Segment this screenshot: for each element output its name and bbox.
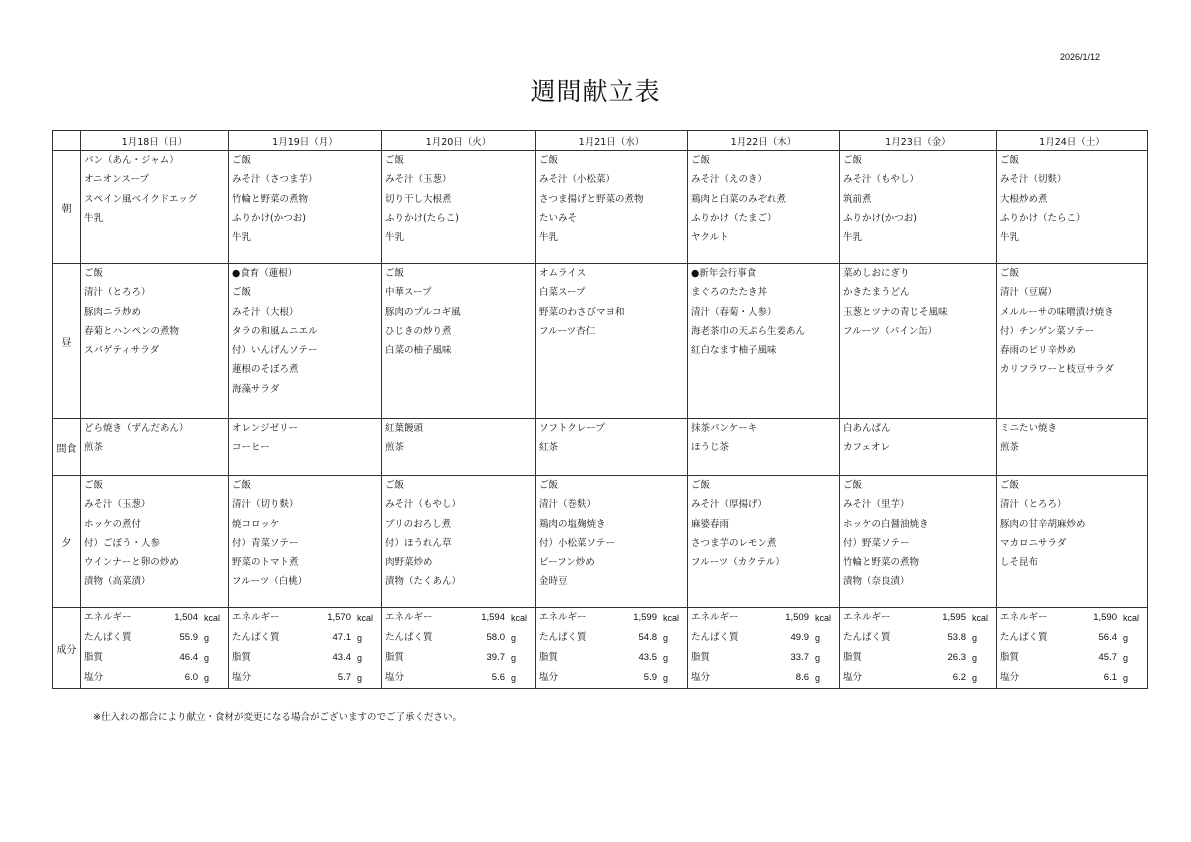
menu-item: 白菜の柚子風味: [385, 345, 452, 357]
menu-item: カリフラワーと枝豆サラダ: [1000, 364, 1114, 376]
lunch-cell: [997, 264, 1148, 419]
nutrition-salt-unit: g: [204, 673, 210, 683]
menu-item: ふりかけ（たらこ）: [1000, 212, 1086, 224]
menu-item: みそ汁（大根）: [232, 306, 299, 318]
dinner-cell: [688, 476, 840, 608]
menu-item: マカロニサラダ: [1000, 537, 1067, 549]
nutrition-protein-value: 56.4: [1098, 632, 1117, 643]
menu-item: 付）ごぼう・人参: [84, 537, 161, 549]
menu-item: フルーツ（カクテル）: [691, 557, 785, 569]
nutrition-fat-value: 43.5: [638, 652, 657, 663]
breakfast-cell: [997, 151, 1148, 264]
menu-item: ご飯: [84, 480, 104, 491]
menu-item: フルーツ（パイン缶）: [843, 325, 938, 337]
nutrition-fat-label: 脂質: [539, 652, 559, 663]
nutrition-protein-value: 55.9: [179, 632, 198, 643]
nutrition-protein-value: 49.9: [790, 632, 809, 643]
nutrition-protein-unit: g: [204, 633, 210, 643]
menu-item: みそ汁（里芋）: [843, 499, 910, 511]
menu-item: 牛乳: [539, 232, 559, 244]
nutrition-protein: [688, 628, 839, 648]
nutrition-salt-value: 6.2: [952, 672, 966, 683]
menu-item: 春菊とハンペンの煮物: [84, 325, 180, 337]
nutrition-row: [53, 608, 1148, 689]
nutrition-fat: [536, 648, 687, 668]
menu-item: ブリのおろし煮: [385, 518, 452, 530]
day-header: 1月23日（金）: [840, 131, 997, 151]
nutrition-energy-value: 1,594: [481, 612, 505, 623]
nutrition-fat-unit: g: [972, 653, 978, 663]
snack-cell: [688, 419, 840, 476]
menu-item: まぐろのたたき丼: [691, 287, 768, 299]
menu-item: 牛乳: [1000, 232, 1020, 244]
nutrition-protein-label: たんぱく質: [539, 632, 587, 643]
nutrition-salt-unit: g: [663, 673, 669, 683]
nutrition-energy-unit: kcal: [511, 613, 528, 623]
menu-item: フルーツ（白桃）: [232, 576, 308, 588]
row-label-dinner: 夕: [53, 476, 81, 608]
menu-item: オムライス: [539, 268, 587, 279]
menu-item: どら焼き（ずんだあん）: [84, 423, 189, 434]
menu-item: 清汁（切り麩）: [232, 499, 299, 511]
menu-item: ビーフン炒め: [539, 557, 595, 569]
nutrition-salt-unit: g: [511, 673, 517, 683]
nutrition-energy-label: エネルギー: [385, 612, 433, 623]
menu-item: 漬物（高菜漬）: [84, 576, 151, 588]
menu-item: 牛乳: [232, 232, 252, 244]
menu-item: ご飯: [691, 480, 711, 491]
menu-item: ご飯: [232, 480, 252, 491]
nutrition-protein: [840, 628, 996, 648]
menu-item: ご飯: [1000, 268, 1020, 279]
menu-item: かきたまうどん: [843, 287, 910, 299]
nutrition-protein-label: たんぱく質: [385, 632, 433, 643]
snack-row: [53, 419, 1148, 476]
menu-item: ホッケの煮付: [84, 518, 142, 530]
dinner-row: [53, 476, 1148, 608]
nutrition-fat-unit: g: [511, 653, 517, 663]
nutrition-energy-unit: kcal: [972, 613, 989, 623]
nutrition-fat-label: 脂質: [1000, 652, 1020, 663]
day-header: 1月20日（火）: [382, 131, 536, 151]
menu-item: みそ汁（小松菜）: [539, 174, 616, 186]
breakfast-cell: [840, 151, 997, 264]
menu-item: スパゲティサラダ: [84, 345, 160, 357]
menu-item: 鶏肉と白菜のみぞれ煮: [691, 193, 787, 205]
nutrition-cell: [382, 608, 536, 689]
nutrition-energy-value: 1,595: [942, 612, 966, 623]
nutrition-protein-unit: g: [511, 633, 517, 643]
nutrition-energy: [688, 608, 839, 628]
nutrition-salt-unit: g: [357, 673, 363, 683]
nutrition-salt-value: 5.9: [643, 672, 657, 683]
nutrition-salt: [997, 668, 1147, 688]
menu-item: 焼コロッケ: [232, 518, 280, 530]
nutrition-fat-label: 脂質: [84, 652, 104, 663]
menu-item: ヤクルト: [691, 232, 729, 244]
breakfast-cell: [536, 151, 688, 264]
menu-item: 付）チンゲン菜ソテー: [1000, 325, 1095, 337]
snack-cell: [997, 419, 1148, 476]
menu-item: みそ汁（厚揚げ）: [691, 499, 768, 511]
nutrition-energy-label: エネルギー: [843, 612, 891, 623]
nutrition-fat-value: 26.3: [947, 652, 966, 663]
nutrition-energy-label: エネルギー: [84, 612, 132, 623]
menu-item: フルーツ杏仁: [539, 325, 596, 337]
nutrition-fat: [229, 648, 381, 668]
menu-item: メルルーサの味噌漬け焼き: [1000, 306, 1114, 318]
breakfast-cell: [688, 151, 840, 264]
menu-item: みそ汁（玉葱）: [385, 174, 452, 186]
nutrition-salt: [382, 668, 535, 688]
nutrition-salt-label: 塩分: [539, 672, 559, 683]
nutrition-salt-value: 5.6: [491, 672, 505, 683]
menu-item: ●食育（蓮根）: [232, 268, 298, 279]
nutrition-protein: [382, 628, 535, 648]
menu-item: 金時豆: [539, 576, 568, 588]
menu-item: カフェオレ: [843, 442, 891, 454]
nutrition-protein: [81, 628, 228, 648]
nutrition-protein-label: たんぱく質: [1000, 632, 1048, 643]
day-header: 1月18日（日）: [81, 131, 229, 151]
menu-item: ●新年会行事食: [691, 268, 757, 279]
nutrition-protein-label: たんぱく質: [84, 632, 132, 643]
menu-item: 煎茶: [385, 442, 405, 454]
menu-item: ホッケの白醤油焼き: [843, 518, 929, 530]
lunch-cell: [688, 264, 840, 419]
menu-item: 春雨のピリ辛炒め: [1000, 345, 1077, 357]
nutrition-cell: [229, 608, 382, 689]
nutrition-salt-value: 8.6: [795, 672, 809, 683]
dinner-cell: [997, 476, 1148, 608]
nutrition-cell: [840, 608, 997, 689]
nutrition-cell: [81, 608, 229, 689]
menu-item: ふりかけ（たまご）: [691, 212, 777, 224]
nutrition-salt: [229, 668, 381, 688]
menu-item: ご飯: [843, 155, 863, 166]
menu-item: ご飯: [385, 268, 405, 279]
nutrition-energy-label: エネルギー: [232, 612, 280, 623]
nutrition-protein-unit: g: [357, 633, 363, 643]
nutrition-protein: [997, 628, 1147, 648]
menu-item: 付）野菜ソテー: [843, 537, 910, 549]
nutrition-fat-value: 45.7: [1098, 652, 1117, 663]
menu-item: 抹茶パンケーキ: [691, 423, 758, 434]
nutrition-salt-unit: g: [972, 673, 978, 683]
lunch-cell: [840, 264, 997, 419]
nutrition-protein-value: 58.0: [486, 632, 505, 643]
menu-item: ご飯: [232, 155, 252, 166]
row-label-breakfast: 朝: [53, 151, 81, 264]
menu-item: コーヒー: [232, 442, 270, 454]
menu-item: 紅葉饅頭: [385, 423, 424, 434]
menu-item: ほうじ茶: [691, 442, 730, 454]
nutrition-salt-value: 5.7: [337, 672, 351, 683]
menu-item: ご飯: [1000, 155, 1020, 166]
nutrition-salt-unit: g: [1123, 673, 1129, 683]
nutrition-protein-unit: g: [972, 633, 978, 643]
row-label-snack: 間食: [53, 419, 81, 476]
menu-item: 肉野菜炒め: [385, 557, 433, 569]
nutrition-salt-label: 塩分: [385, 672, 405, 683]
menu-item: スペイン風ベイクドエッグ: [84, 193, 198, 205]
day-header: 1月24日（土）: [997, 131, 1148, 151]
menu-item: 清汁（豆腐）: [1000, 287, 1058, 299]
nutrition-energy: [81, 608, 228, 628]
menu-item: 野菜のトマト煮: [232, 557, 299, 569]
nutrition-protein-unit: g: [663, 633, 669, 643]
day-header: 1月19日（月）: [229, 131, 382, 151]
menu-item: ウインナーと卵の炒め: [84, 557, 179, 569]
dinner-cell: [229, 476, 382, 608]
menu-item: オレンジゼリー: [232, 423, 299, 434]
menu-item: 清汁（巻麩）: [539, 499, 597, 511]
nutrition-salt: [536, 668, 687, 688]
nutrition-protein-unit: g: [1123, 633, 1129, 643]
menu-item: 海老茶巾の天ぷら生姜あん: [691, 325, 806, 337]
breakfast-cell: [81, 151, 229, 264]
page-title: 週間献立表: [530, 77, 661, 106]
menu-item: タラの和風ムニエル: [232, 325, 318, 337]
nutrition-protein-label: たんぱく質: [232, 632, 280, 643]
nutrition-salt-value: 6.0: [184, 672, 198, 683]
menu-item: ふりかけ(かつお): [843, 212, 917, 224]
nutrition-fat-unit: g: [663, 653, 669, 663]
dinner-cell: [382, 476, 536, 608]
nutrition-fat: [997, 648, 1147, 668]
menu-item: みそ汁（さつま芋）: [232, 174, 318, 186]
nutrition-energy: [229, 608, 381, 628]
nutrition-salt: [81, 668, 228, 688]
day-header: 1月21日（水）: [536, 131, 688, 151]
nutrition-energy-value: 1,570: [327, 612, 351, 623]
menu-item: 玉葱とツナの青じそ風味: [843, 306, 948, 318]
nutrition-fat-unit: g: [815, 653, 821, 663]
nutrition-energy: [382, 608, 535, 628]
menu-item: パン（あん・ジャム）: [84, 155, 179, 166]
menu-item: ご飯: [232, 287, 252, 299]
nutrition-salt-label: 塩分: [843, 672, 863, 683]
menu-item: みそ汁（玉葱）: [84, 499, 151, 511]
nutrition-salt: [688, 668, 839, 688]
nutrition-fat-value: 46.4: [179, 652, 198, 663]
menu-item: 中華スープ: [385, 287, 432, 299]
nutrition-protein-value: 47.1: [332, 632, 351, 643]
menu-item: 白菜スープ: [539, 287, 586, 299]
menu-item: みそ汁（もやし）: [843, 174, 920, 186]
nutrition-energy-unit: kcal: [663, 613, 680, 623]
lunch-cell: [382, 264, 536, 419]
menu-item: 紅茶: [539, 442, 559, 454]
dinner-cell: [81, 476, 229, 608]
nutrition-protein-value: 54.8: [638, 632, 657, 643]
menu-item: 清汁（とろろ）: [1000, 499, 1067, 511]
nutrition-cell: [688, 608, 840, 689]
snack-cell: [382, 419, 536, 476]
menu-item: 漬物（たくあん）: [385, 576, 462, 588]
menu-item: 麻婆春雨: [691, 518, 730, 530]
nutrition-fat-label: 脂質: [232, 652, 252, 663]
row-label-lunch: 昼: [53, 264, 81, 419]
menu-item: 牛乳: [84, 212, 104, 224]
menu-item: しそ昆布: [1000, 557, 1039, 569]
snack-cell: [81, 419, 229, 476]
nutrition-salt: [840, 668, 996, 688]
nutrition-fat: [382, 648, 535, 668]
nutrition-energy-value: 1,504: [174, 612, 198, 623]
nutrition-salt-label: 塩分: [84, 672, 104, 683]
menu-item: みそ汁（えのき）: [691, 174, 768, 186]
nutrition-protein-unit: g: [815, 633, 821, 643]
nutrition-energy-label: エネルギー: [1000, 612, 1048, 623]
breakfast-cell: [229, 151, 382, 264]
nutrition-protein-label: たんぱく質: [843, 632, 891, 643]
nutrition-salt-unit: g: [815, 673, 821, 683]
footer-note: ※仕入れの都合により献立・食材が変更になる場合がございますのでご了承ください。: [93, 712, 462, 723]
menu-item: 紅白なます柚子風味: [691, 345, 777, 357]
lunch-cell: [536, 264, 688, 419]
nutrition-energy-value: 1,599: [633, 612, 657, 623]
nutrition-cell: [536, 608, 688, 689]
nutrition-cell: [997, 608, 1148, 689]
menu-item: 付）青菜ソテー: [232, 537, 299, 549]
nutrition-salt-label: 塩分: [232, 672, 252, 683]
menu-item: 牛乳: [385, 232, 405, 244]
menu-item: 菜めしおにぎり: [843, 268, 910, 279]
menu-item: ひじきの炒り煮: [385, 325, 452, 337]
day-header: 1月22日（木）: [688, 131, 840, 151]
nutrition-energy-label: エネルギー: [691, 612, 739, 623]
nutrition-energy-value: 1,509: [785, 612, 809, 623]
menu-item: 牛乳: [843, 232, 863, 244]
menu-item: ご飯: [539, 480, 559, 491]
menu-item: 豚肉ニラ炒め: [84, 306, 142, 318]
nutrition-salt-label: 塩分: [691, 672, 711, 683]
menu-item: ご飯: [691, 155, 711, 166]
nutrition-energy-unit: kcal: [815, 613, 832, 623]
menu-item: さつま芋のレモン煮: [691, 537, 777, 549]
nutrition-fat-unit: g: [1123, 653, 1129, 663]
breakfast-row: [53, 151, 1148, 264]
nutrition-energy-unit: kcal: [1123, 613, 1140, 623]
menu-item: ご飯: [1000, 480, 1020, 491]
menu-item: ふりかけ(かつお): [232, 212, 306, 224]
menu-item: 煎茶: [1000, 442, 1020, 454]
nutrition-energy: [536, 608, 687, 628]
menu-item: 清汁（とろろ）: [84, 287, 151, 299]
menu-item: ふりかけ(たらこ): [385, 212, 459, 224]
nutrition-protein: [229, 628, 381, 648]
nutrition-fat-unit: g: [357, 653, 363, 663]
menu-item: 豚肉のプルコギ風: [385, 306, 461, 318]
menu-item: ソフトクレープ: [539, 423, 605, 434]
print-date: 2026/1/12: [1059, 52, 1100, 62]
corner-cell: [53, 131, 81, 151]
menu-item: 豚肉の甘辛胡麻炒め: [1000, 518, 1086, 530]
menu-item: たいみそ: [539, 212, 578, 224]
nutrition-fat-value: 43.4: [332, 652, 351, 663]
nutrition-fat: [81, 648, 228, 668]
nutrition-salt-label: 塩分: [1000, 672, 1020, 683]
menu-item: 煎茶: [84, 442, 104, 454]
menu-item: ご飯: [385, 155, 405, 166]
menu-item: みそ汁（切麩）: [1000, 174, 1067, 186]
row-label-nutrition: 成分: [53, 608, 81, 689]
nutrition-fat-unit: g: [204, 653, 210, 663]
nutrition-energy-value: 1,590: [1093, 612, 1117, 623]
menu-item: 海藻サラダ: [232, 383, 280, 395]
menu-item: 蓮根のそぼろ煮: [232, 364, 299, 376]
nutrition-fat-value: 33.7: [790, 652, 809, 663]
menu-item: 大根炒め煮: [1000, 193, 1048, 205]
menu-item: さつま揚げと野菜の煮物: [539, 193, 644, 205]
nutrition-fat-label: 脂質: [385, 652, 405, 663]
snack-cell: [229, 419, 382, 476]
menu-item: 付）ほうれん草: [385, 537, 452, 549]
header-row: [53, 131, 1148, 151]
nutrition-salt-value: 6.1: [1103, 672, 1117, 683]
nutrition-fat-label: 脂質: [691, 652, 711, 663]
menu-item: 筑前煮: [843, 193, 872, 205]
nutrition-fat: [840, 648, 996, 668]
nutrition-protein: [536, 628, 687, 648]
menu-item: ミニたい焼き: [1000, 423, 1058, 434]
menu-item: 清汁（春菊・人参）: [691, 306, 777, 318]
menu-item: 竹輪と野菜の煮物: [232, 193, 309, 205]
menu-item: ご飯: [539, 155, 559, 166]
menu-item: 切り干し大根煮: [385, 193, 452, 205]
menu-item: 鶏肉の塩麹焼き: [539, 518, 606, 530]
menu-item: ご飯: [385, 480, 405, 491]
menu-item: ご飯: [84, 268, 104, 279]
menu-item: 漬物（奈良漬）: [843, 576, 910, 588]
breakfast-cell: [382, 151, 536, 264]
snack-cell: [536, 419, 688, 476]
menu-item: 竹輪と野菜の煮物: [843, 557, 920, 569]
menu-item: ご飯: [843, 480, 863, 491]
nutrition-fat: [688, 648, 839, 668]
menu-item: オニオンスープ: [84, 174, 149, 186]
nutrition-protein-value: 53.8: [947, 632, 966, 643]
lunch-cell: [81, 264, 229, 419]
lunch-cell: [229, 264, 382, 419]
menu-item: みそ汁（もやし）: [385, 499, 462, 511]
nutrition-fat-value: 39.7: [486, 652, 505, 663]
nutrition-energy: [997, 608, 1147, 628]
dinner-cell: [840, 476, 997, 608]
nutrition-fat-label: 脂質: [843, 652, 863, 663]
nutrition-energy-unit: kcal: [204, 613, 221, 623]
dinner-cell: [536, 476, 688, 608]
nutrition-protein-label: たんぱく質: [691, 632, 739, 643]
menu-item: 付）いんげんソテー: [232, 345, 318, 357]
nutrition-energy: [840, 608, 996, 628]
menu-item: 野菜のわさびマヨ和: [539, 306, 625, 318]
nutrition-energy-unit: kcal: [357, 613, 374, 623]
snack-cell: [840, 419, 997, 476]
lunch-row: [53, 264, 1148, 419]
menu-item: 付）小松菜ソテー: [539, 537, 616, 549]
weekly-menu-table: [52, 130, 1148, 689]
menu-item: 白あんぱん: [843, 423, 891, 434]
nutrition-energy-label: エネルギー: [539, 612, 587, 623]
